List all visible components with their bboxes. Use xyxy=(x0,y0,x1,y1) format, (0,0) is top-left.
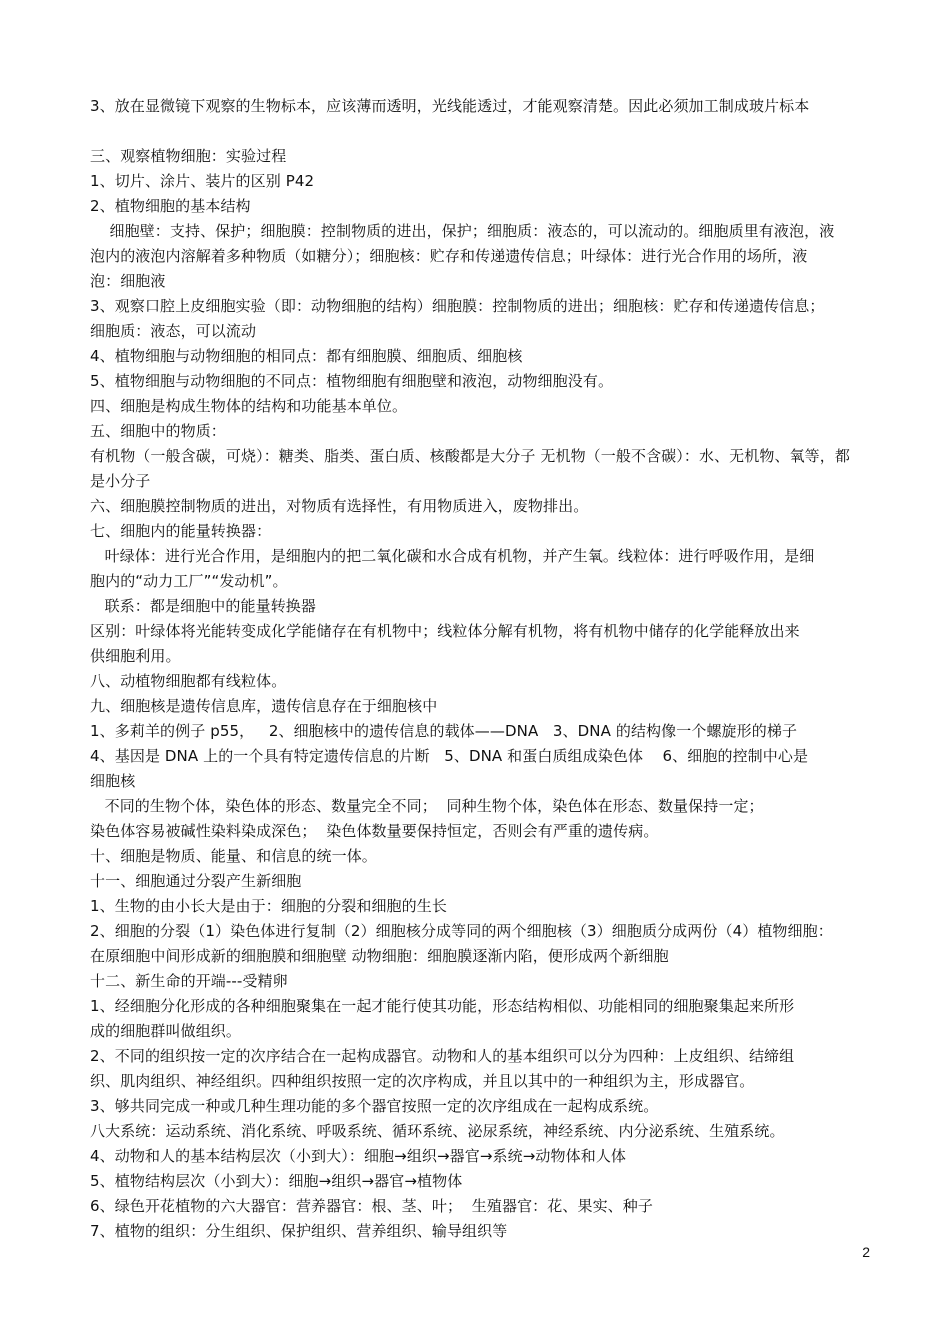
document-body xyxy=(90,94,862,1244)
text-line: 是小分子 xyxy=(90,472,151,490)
text-line: 4、动物和人的基本结构层次（小到大）：细胞→组织→器官→系统→动物体和人体 xyxy=(90,1147,627,1165)
text-line: 织、肌肉组织、神经组织。四种组织按照一定的次序构成，并且以其中的一种组织为主，形成器官。 xyxy=(90,1072,755,1090)
text-line: 7、植物的组织：分生组织、保护组织、营养组织、输导组织等 xyxy=(90,1222,508,1240)
text-line: 供细胞利用。 xyxy=(90,647,181,665)
text-line: 1、切片、涂片、装片的区别 P42 xyxy=(90,172,315,190)
text-line: 五、细胞中的物质： xyxy=(90,422,226,440)
text-line: 1、经细胞分化形成的各种细胞聚集在一起才能行使其功能，形态结构相似、功能相同的细胞聚集起来所形 xyxy=(90,997,795,1015)
text-line: 区别：叶绿体将光能转变成化学能储存在有机物中；线粒体分解有机物，将有机物中储存的化学能释放出来 xyxy=(90,622,800,640)
text-line: 泡：细胞液 xyxy=(90,272,166,290)
text-line: 3、放在显微镜下观察的生物标本，应该薄而透明，光线能透过，才能观察清楚。因此必须加工制成玻片标本 xyxy=(90,97,810,115)
text-line: 细胞壁：支持、保护；细胞膜：控制物质的进出，保护；细胞质：液态的，可以流动的。细胞质里有液泡，液 xyxy=(90,222,835,240)
text-line: 有机物（一般含碳，可烧）：糖类、脂类、蛋白质、核酸都是大分子 无机物（一般不含碳）：水、无机物、氧等，都 xyxy=(90,447,850,465)
text-line: 三、观察植物细胞：实验过程 xyxy=(90,147,287,165)
text-line: 八大系统：运动系统、消化系统、呼吸系统、循环系统、泌尿系统，神经系统、内分泌系统、生殖系统。 xyxy=(90,1122,785,1140)
text-line: 十、细胞是物质、能量、和信息的统一体。 xyxy=(90,847,377,865)
text-line: 细胞质：液态，可以流动 xyxy=(90,322,257,340)
text-line: 6、绿色开花植物的六大器官：营养器官：根、茎、叶； 生殖器官：花、果实、种子 xyxy=(90,1197,653,1215)
text-line: 在原细胞中间形成新的细胞膜和细胞壁 动物细胞：细胞膜逐渐内陷，便形成两个新细胞 xyxy=(90,947,669,965)
text-line: 泡内的液泡内溶解着多种物质（如糖分）；细胞核：贮存和传递遗传信息；叶绿体：进行光合作用的场所，液 xyxy=(90,247,808,265)
text-line: 3、观察口腔上皮细胞实验（即：动物细胞的结构）细胞膜：控制物质的进出；细胞核：贮存和传递遗传信息； xyxy=(90,297,825,315)
page-number: 2 xyxy=(862,1244,870,1260)
text-line: 七、细胞内的能量转换器： xyxy=(90,522,272,540)
text-line: 叶绿体：进行光合作用，是细胞内的把二氧化碳和水合成有机物，并产生氧。线粒体：进行呼吸作用，是细 xyxy=(90,547,815,565)
text-line: 四、细胞是构成生物体的结构和功能基本单位。 xyxy=(90,397,408,415)
text-line: 八、动植物细胞都有线粒体。 xyxy=(90,672,287,690)
text-line: 1、多莉羊的例子 p55， 2、细胞核中的遗传信息的载体——DNA 3、DNA 的结构像一个螺旋形的梯子 xyxy=(90,722,798,740)
text-line: 2、植物细胞的基本结构 xyxy=(90,197,251,215)
text-line: 十二、新生命的开端---受精卵 xyxy=(90,972,288,990)
text-line: 十一、细胞通过分裂产生新细胞 xyxy=(90,872,302,890)
text-line: 3、够共同完成一种或几种生理功能的多个器官按照一定的次序组成在一起构成系统。 xyxy=(90,1097,659,1115)
text-line: 六、细胞膜控制物质的进出，对物质有选择性，有用物质进入，废物排出。 xyxy=(90,497,589,515)
text-line: 4、基因是 DNA 上的一个具有特定遗传信息的片断 5、DNA 和蛋白质组成染色体 6、细胞的控制中心是 xyxy=(90,747,809,765)
text-line: 成的细胞群叫做组织。 xyxy=(90,1022,242,1040)
text-line: 5、植物细胞与动物细胞的不同点：植物细胞有细胞壁和液泡，动物细胞没有。 xyxy=(90,372,614,390)
text-line: 4、植物细胞与动物细胞的相同点：都有细胞膜、细胞质、细胞核 xyxy=(90,347,523,365)
text-line: 2、细胞的分裂（1）染色体进行复制（2）细胞核分成等同的两个细胞核（3）细胞质分成两份（4）植物细胞： xyxy=(90,922,833,940)
text-line: 5、植物结构层次（小到大）：细胞→组织→器官→植物体 xyxy=(90,1172,463,1190)
text-line: 染色体容易被碱性染料染成深色； 染色体数量要保持恒定，否则会有严重的遗传病。 xyxy=(90,822,659,840)
text-line: 联系：都是细胞中的能量转换器 xyxy=(90,597,317,615)
blank-line xyxy=(90,119,862,144)
text-line: 九、细胞核是遗传信息库，遗传信息存在于细胞核中 xyxy=(90,697,438,715)
text-line: 不同的生物个体，染色体的形态、数量完全不同； 同种生物个体，染色体在形态、数量保持一定； xyxy=(90,797,764,815)
text-line: 胞内的“动力工厂”“发动机”。 xyxy=(90,572,288,590)
text-line: 1、生物的由小长大是由于：细胞的分裂和细胞的生长 xyxy=(90,897,447,915)
text-line: 2、不同的组织按一定的次序结合在一起构成器官。动物和人的基本组织可以分为四种：上皮组织、结缔组 xyxy=(90,1047,795,1065)
text-line: 细胞核 xyxy=(90,772,136,790)
